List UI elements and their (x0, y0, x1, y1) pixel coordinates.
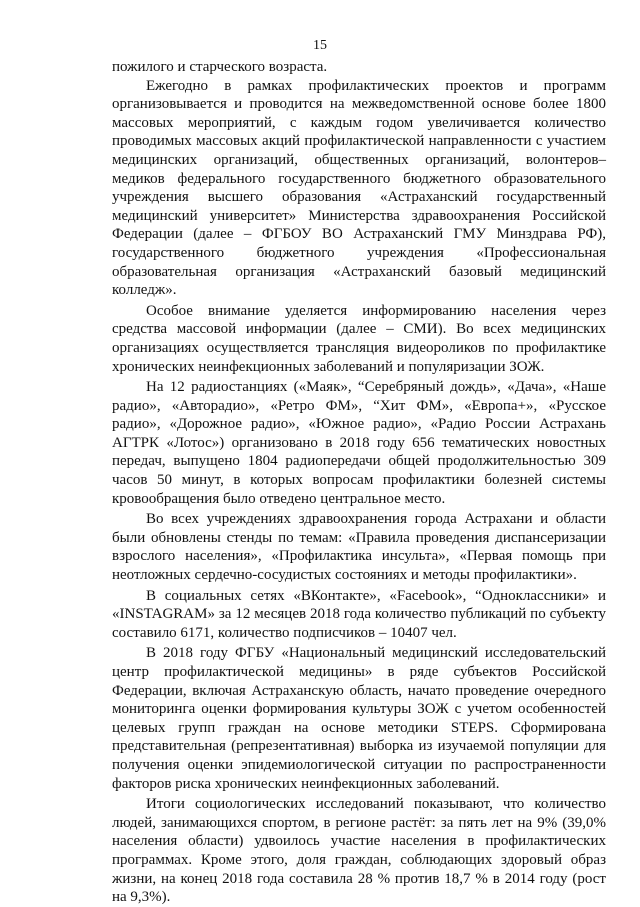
paragraph-social-networks: В социальных сетях «ВКонтакте», «Facebook», “Одноклассники» и «INSTAGRAM» за 12 месяцев 2018 года количество публикаций по субъекту составило 6171, количество подписчиков – 10407 чел. (112, 587, 606, 641)
paragraph-radio: На 12 радиостанциях («Маяк», “Серебряный дождь», «Дача», «Наше радио», «Авторадио», «Ретро ФМ», “Хит ФМ», «Европа+», «Русское радио», «Дорожное радио», «Южное радио», «Радио России Астрахань АГТРК «Лотос») организовано в 2018 году 656 тематических новостных передач, выпущено 1804 радиопередачи общей продолжительностью 309 часов 50 минут, в которых вопросам профилактики болезней системы кровообращения было отведено центральное место. (112, 379, 606, 507)
paragraph-monitoring: В 2018 году ФГБУ «Национальный медицинский исследовательский центр профилактической медицины» в ряде субъектов Российской Федерации, включая Астраханскую область, начато проведение очередного мониторинга оценки формирования культуры ЗОЖ с учетом особенностей целевых групп граждан на основе методики STEPS. Сформирована представительная (репрезентативная) выборка из изучаемой популяции для получения оценки эпидемиологической ситуации по распространенности факторов риска хронических неинфекционных заболеваний. (112, 645, 606, 792)
paragraph-results: Итоги социологических исследований показывают, что количество людей, занимающихся спортом, в регионе растёт: за пять лет на 9% (39,0% населения области) удвоилось участие населения в профилактических программах. Кроме этого, доля граждан, соблюдающих здоровый образ жизни, на конец 2018 года составила 28 % против 18,7 % в 2014 году (рост на 9,3%). (112, 796, 606, 906)
paragraph-stands: Во всех учреждениях здравоохранения города Астрахани и области были обновлены стенды по темам: «Правила проведения диспансеризации взрослого населения», «Профилактика инсульта», «Первая помощь при неотложных сердечно-сосудистых состояниях и методы профилактики». (112, 511, 606, 584)
paragraph-continuation: пожилого и старческого возраста. (112, 59, 328, 75)
page-number: 15 (313, 38, 327, 53)
body-text (112, 58, 606, 907)
paragraph-events: Ежегодно в рамках профилактических проектов и программ организовывается и проводится на межведомственной основе более 1800 массовых мероприятий, с каждым годом увеличивается количество проводимых массовых акций профилактической направленности с участием медицинских организаций, общественных организаций, волонтеров–медиков федерального государственного бюджетного образовательного учреждения высшего образования «Астраханский государственный медицинский университет» Министерства здравоохранения Российской Федерации (далее – ФГБОУ ВО Астраханский ГМУ Минздрава РФ), государственного бюджетного учреждения «Профессиональная образовательная организация «Астраханский базовый медицинский колледж». (112, 77, 606, 299)
paragraph-media: Особое внимание уделяется информированию населения через средства массовой информации (далее – СМИ). Во всех медицинских организациях осуществляется трансляция видеороликов по профилактике хронических неинфекционных заболеваний и популяризации ЗОЖ. (112, 302, 606, 375)
